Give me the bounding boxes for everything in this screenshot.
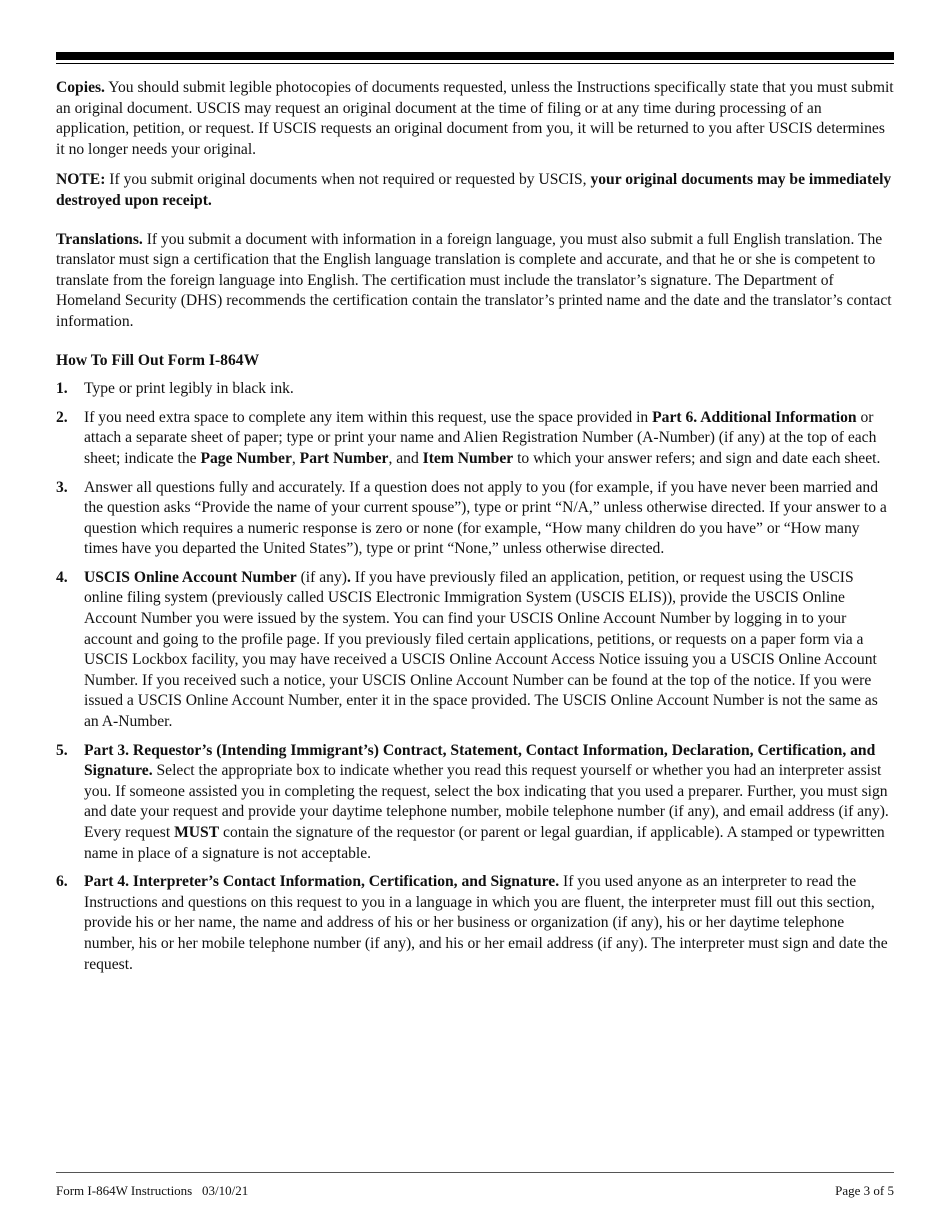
copies-text: You should submit legible photocopies of documents requested, unless the Instructions specifically state that you must submit an original document. USCIS may request an original document at the time of filing or at any time during processing of an application, petition, or request. If USCIS requests an original document from you, it will be returned to you after USCIS determines it no longer needs your original. xyxy=(56,79,894,158)
step-text-part: contain the signature of the requestor (or parent or legal guardian, if applicable). A stamped or typewritten name in place of a signature is not acceptable. xyxy=(84,824,885,862)
header-rule-thick xyxy=(56,52,894,60)
step-text: Answer all questions fully and accurately. If a question does not apply to you (for example, if you have never been married and the question asks “Provide the name of your current spouse”), type or print “N/A,” unless otherwise directed. If your answer to a question which requires a numeric response is zero or none (for example, “How many children do you have” or “How many times have you departed the United States”), type or print “None,” unless otherwise directed. xyxy=(84,478,887,558)
header-rule-thin xyxy=(56,63,894,64)
step-bold-part: Part 4. Interpreter’s Contact Information, Certification, and Signature. xyxy=(84,873,560,891)
step-bold-part: Part 3. Requestor’s (Intending Immigrant’s) Contract, Statement, Contact Information, Declaration, Certification, and Signature. xyxy=(84,741,876,780)
step-text-part: If you have previously filed an application, petition, or request using the USCIS online filing system (previously called USCIS Electronic Immigration System (USCIS ELIS)), provide the USCIS Online Account Number you were issued by the system. You can find your USCIS Online Account Number by logging in to your account and going to the profile page. If you previously filed certain applications, petitions, or requests on a paper form via a USCIS Lockbox facility, you may have received a USCIS Online Account Access Notice issuing you a USCIS Online Account Number. If you received such a notice, your USCIS Online Account Number can be found at the top of the notice. If you were issued a USCIS Online Account Number, enter it in the space provided. The USCIS Online Account Number is not the same as an A-Number. xyxy=(84,568,878,731)
footer-page-number: Page 3 of 5 xyxy=(835,1183,894,1198)
step-bold-part: Item Number xyxy=(422,449,514,467)
step-number: 4. xyxy=(56,568,68,586)
step-number: 6. xyxy=(56,873,68,891)
footer-rule xyxy=(56,1172,894,1173)
step-text-part: If you used anyone as an interpreter to read the Instructions and questions on this request to you in a language in which you are fluent, the interpreter must fill out this section, provide his or her name, the name and address of his or her business or organization (if any), his or her daytime telephone number, his or her mobile telephone number (if any), and his or her email address (if any). The interpreter must sign and date the request. xyxy=(84,873,888,973)
translations-paragraph xyxy=(56,230,894,333)
step-number: 3. xyxy=(56,478,68,496)
step-item-6 xyxy=(56,872,894,975)
step-bold-part: USCIS Online Account Number xyxy=(84,568,297,586)
copies-label: Copies. xyxy=(56,79,105,96)
step-bold-part: MUST xyxy=(174,824,220,841)
note-text: If you submit original documents when not required or requested by USCIS, xyxy=(105,171,591,189)
instructions-content xyxy=(56,78,894,983)
step-item-3 xyxy=(56,478,894,560)
step-item-4 xyxy=(56,568,894,733)
step-text-part: Select the appropriate box to indicate whether you read this request yourself or whether you had an interpreter assist you. If someone assisted you in completing the request, select the box indicating that you used a preparer. Further, you must sign and date your request and provide your daytime telephone number, mobile telephone number (if any), and email address (if any). Every request xyxy=(84,762,889,841)
step-bold-part: Page Number xyxy=(200,449,292,467)
step-item-2 xyxy=(56,408,894,470)
step-bold-part: . xyxy=(346,568,351,586)
step-text: Type or print legibly in black ink. xyxy=(84,380,294,398)
step-text-part: to which your answer refers; and sign and date each sheet. xyxy=(513,449,881,467)
step-text-part: (if any) xyxy=(296,568,347,586)
steps-list xyxy=(56,379,894,975)
step-bold-part: Part Number xyxy=(299,449,389,467)
step-item-5 xyxy=(56,741,894,865)
step-text xyxy=(84,568,894,733)
translations-label: Translations. xyxy=(56,230,143,248)
step-text-part: , xyxy=(291,449,300,467)
step-number: 1. xyxy=(56,380,68,398)
step-text-part: If you need extra space to complete any item within this request, use the space provided in xyxy=(84,408,653,426)
step-text-part: or attach a separate sheet of paper; type or print your name and Alien Registration Number (A-Number) (if any) at the top of each sheet; indicate the xyxy=(84,408,877,467)
note-label: NOTE: xyxy=(56,171,106,189)
step-number: 5. xyxy=(56,741,68,759)
step-text xyxy=(84,872,894,975)
note-paragraph xyxy=(56,170,894,211)
note-bold-text: your original documents may be immediately destroyed upon receipt. xyxy=(56,171,892,209)
translations-text: If you submit a document with information in a foreign language, you must also submit a full English translation. The translator must sign a certification that the English language translation is complete and accurate, and that he or she is competent to translate from the foreign language into English. The certification must include the translator’s signature. The Department of Homeland Security (DHS) recommends the certification contain the translator’s printed name and the date and the translator’s contact information. xyxy=(56,230,892,330)
step-text xyxy=(84,741,894,865)
how-to-heading: How To Fill Out Form I-864W xyxy=(56,351,260,369)
step-text-part: , and xyxy=(388,449,423,467)
step-text xyxy=(84,408,894,470)
step-item-1 xyxy=(56,379,894,400)
copies-paragraph xyxy=(56,78,894,160)
step-bold-part: Part 6. Additional Information xyxy=(652,408,857,426)
footer-form-info: Form I-864W Instructions 03/10/21 xyxy=(56,1183,249,1198)
step-number: 2. xyxy=(56,408,68,426)
